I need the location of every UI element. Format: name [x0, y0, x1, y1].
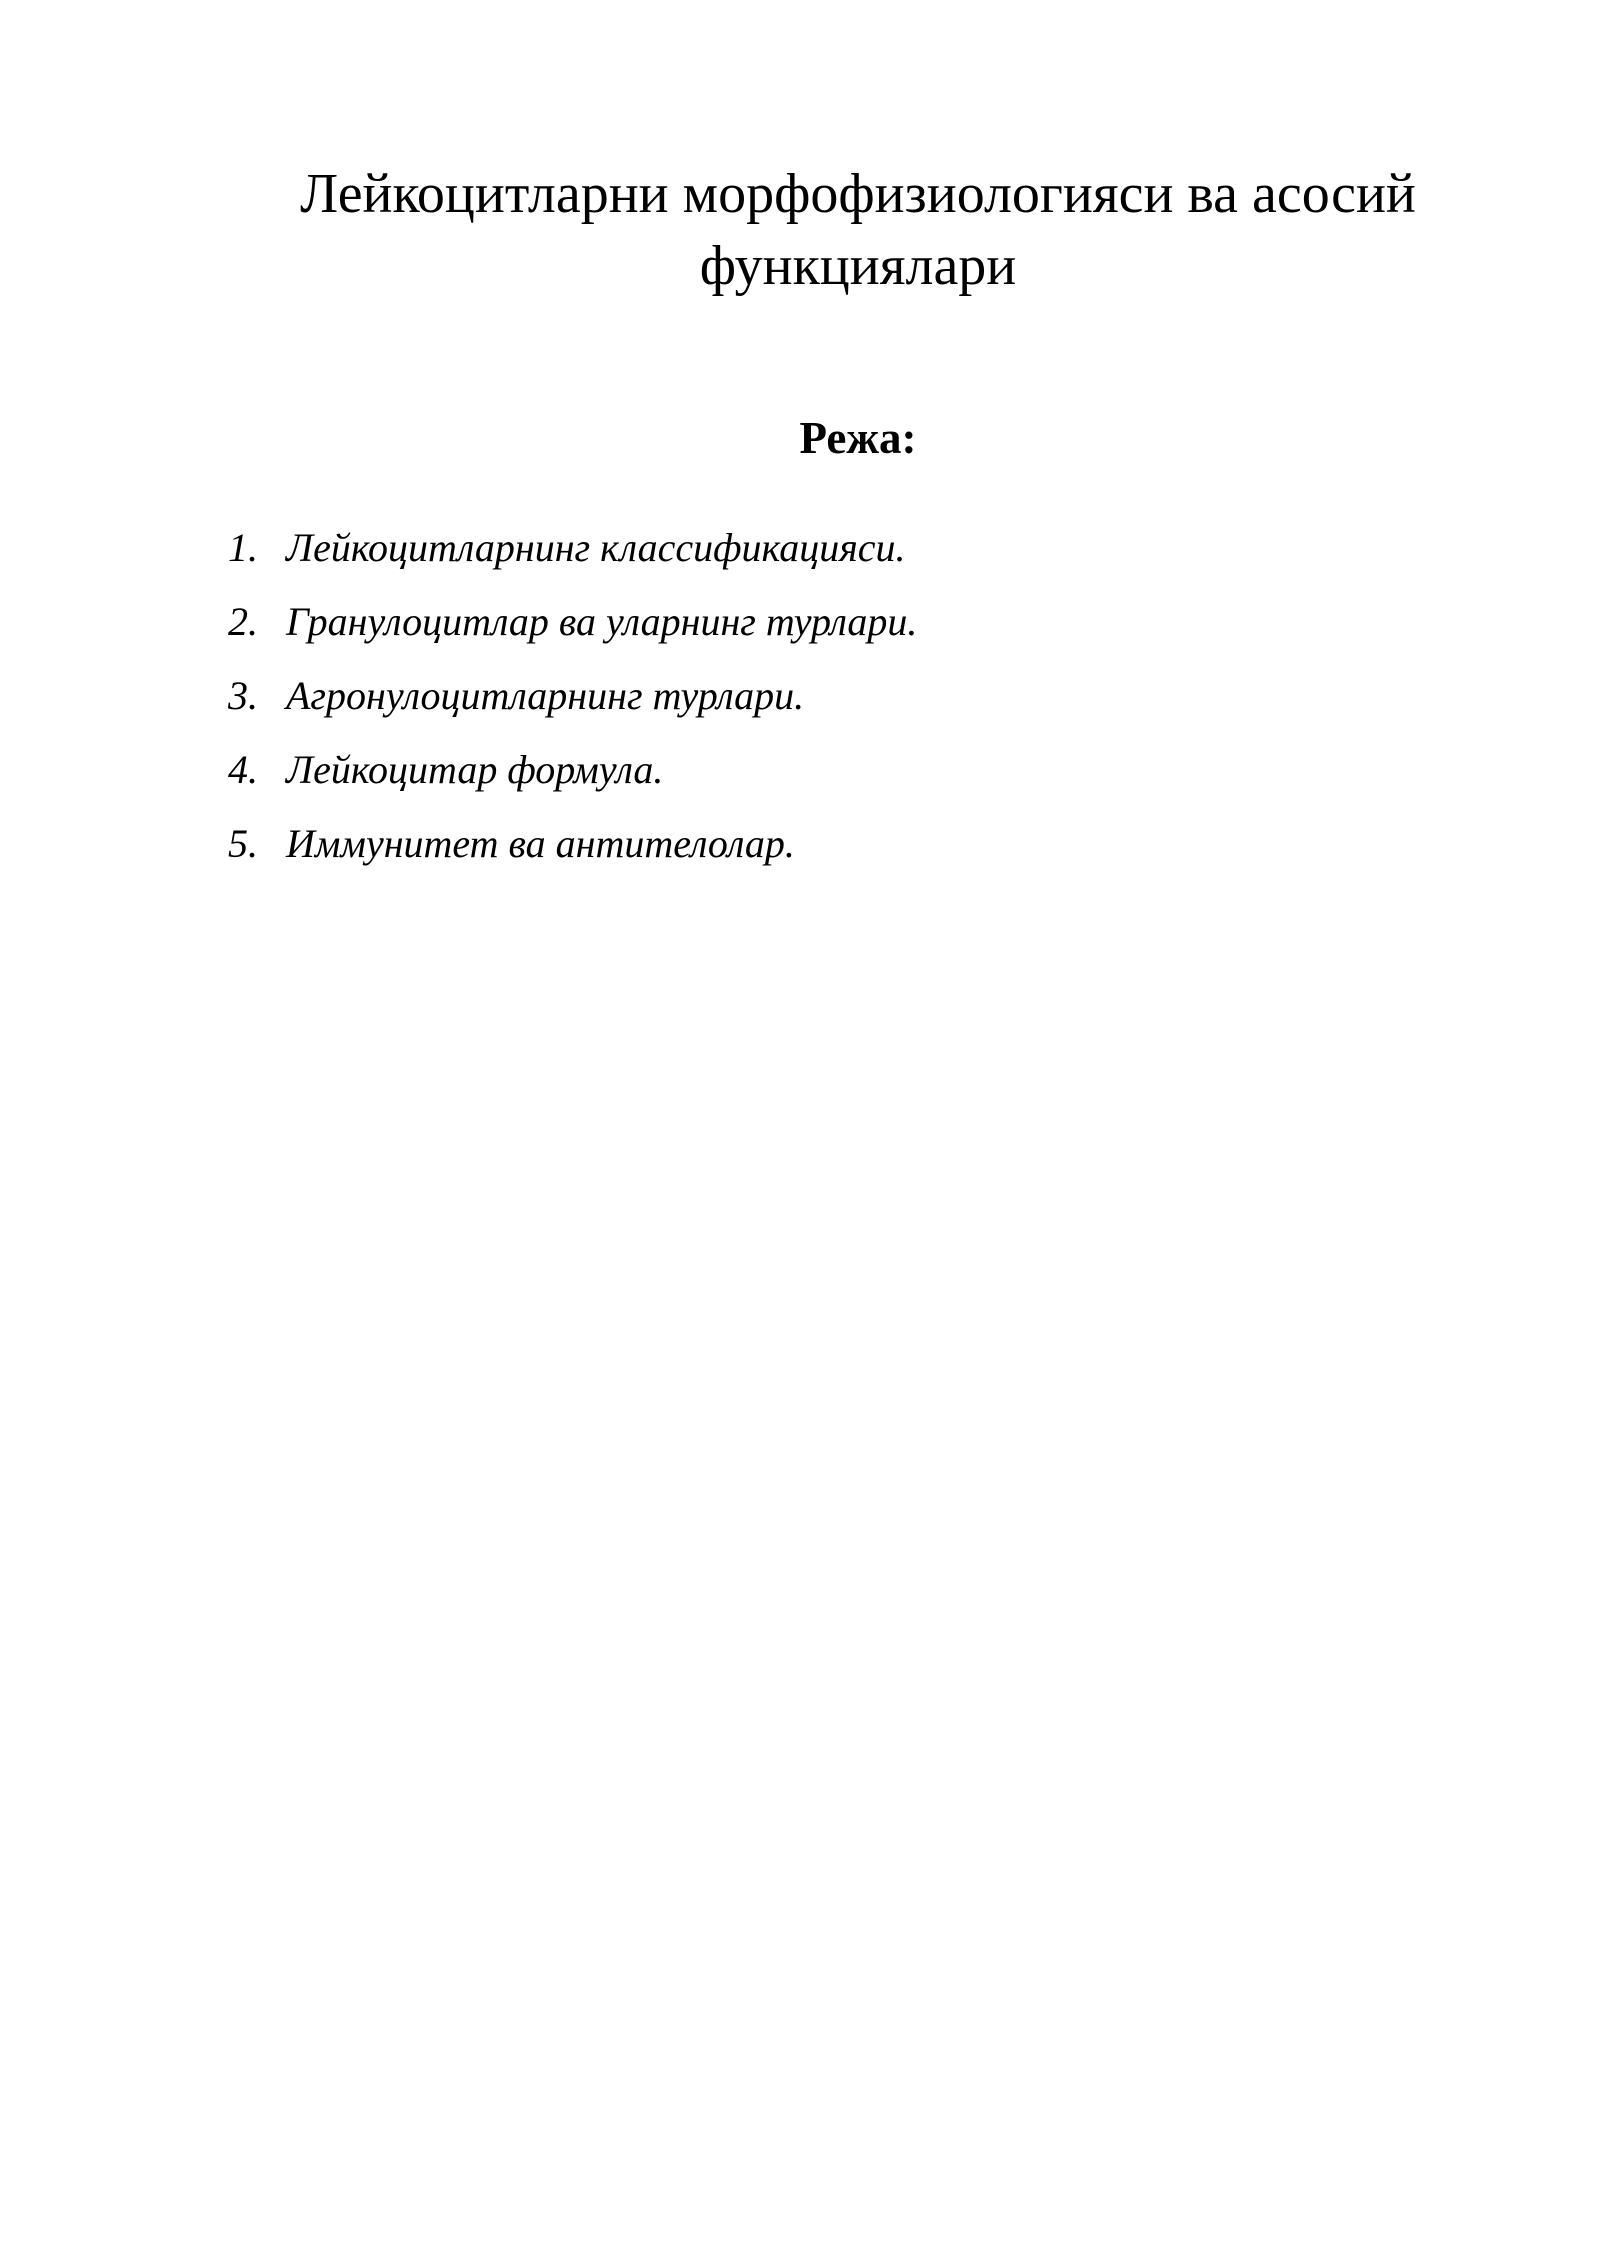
- list-item-number: 5.: [228, 821, 258, 866]
- title-line-1: Лейкоцитларни морфофизиологияси ва асосий: [300, 163, 1416, 225]
- list-item: [228, 520, 917, 594]
- title-line-2: функциялари: [699, 235, 1017, 297]
- plan-heading: Режа:: [799, 413, 917, 463]
- list-item-number: 4.: [228, 747, 258, 792]
- list-item-text: Лейкоцитларнинг классификацияси.: [286, 525, 906, 570]
- list-item-text: Иммунитет ва антителолар.: [286, 821, 795, 866]
- list-item: [228, 816, 917, 890]
- plan-list: [228, 520, 917, 890]
- list-item: [228, 668, 917, 742]
- list-item: [228, 742, 917, 816]
- list-item-text: Агронулоцитларнинг турлари.: [286, 673, 805, 718]
- list-item-text: Лейкоцитар формула.: [286, 747, 664, 792]
- page-title: [218, 158, 1498, 302]
- list-item-number: 2.: [228, 599, 258, 644]
- list-item-number: 3.: [228, 673, 258, 718]
- list-item-text: Гранулоцитлар ва уларнинг турлари.: [286, 599, 918, 644]
- list-item: [228, 594, 917, 668]
- list-item-number: 1.: [228, 525, 258, 570]
